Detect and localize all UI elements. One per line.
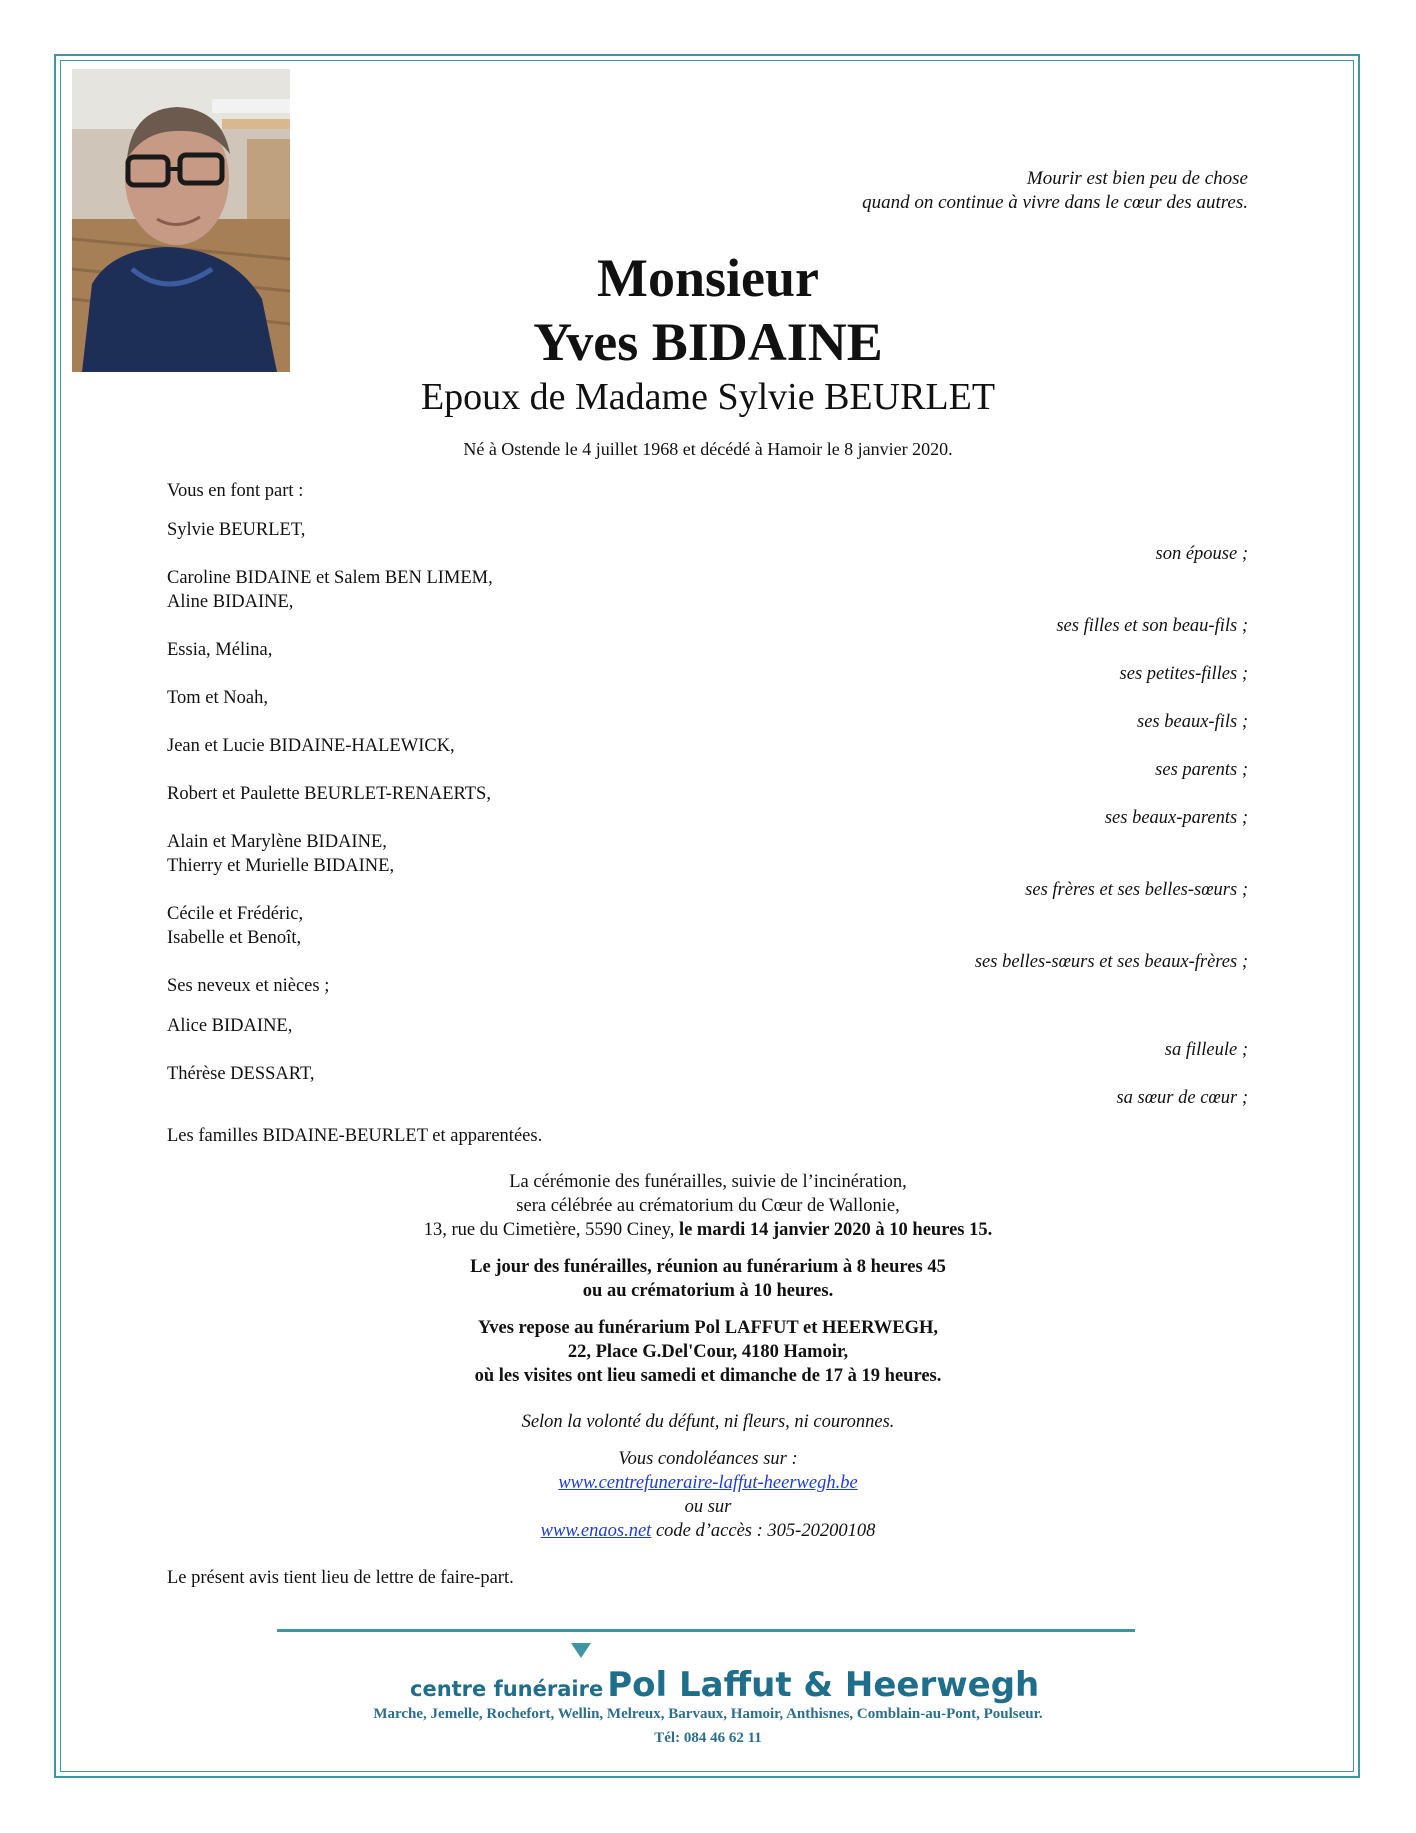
family-relation: sa filleule ; xyxy=(1164,1040,1248,1060)
family-relation: ses beaux-fils ; xyxy=(1137,712,1248,732)
deceased-name: Yves BIDAINE xyxy=(533,312,883,372)
condolences-label: Vous condoléances sur : xyxy=(618,1449,798,1469)
wish-line: Selon la volonté du défunt, ni fleurs, ni couronnes. xyxy=(521,1412,895,1432)
family-name: Ses neveux et nièces ; xyxy=(167,976,330,996)
family-name: Robert et Paulette BEURLET-RENAERTS, xyxy=(167,784,491,804)
repose-line-2: 22, Place G.Del'Cour, 4180 Hamoir, xyxy=(567,1342,849,1362)
families-line: Les familles BIDAINE-BEURLET et apparentées. xyxy=(167,1126,543,1146)
ceremony-address: 13, rue du Cimetière, 5590 Ciney, xyxy=(423,1220,679,1240)
ceremony-line-3 xyxy=(0,1218,1416,1242)
condolences-link-centrefuneraire[interactable]: www.centrefuneraire-laffut-heerwegh.be xyxy=(558,1473,858,1493)
family-name: Thérèse DESSART, xyxy=(167,1064,315,1084)
meeting-line-2: ou au crématorium à 10 heures. xyxy=(582,1281,834,1301)
ceremony-line-1: La cérémonie des funérailles, suivie de l’incinération, xyxy=(509,1172,907,1192)
family-name: Jean et Lucie BIDAINE-HALEWICK, xyxy=(167,736,455,756)
footer-divider xyxy=(277,1629,1135,1632)
repose-line-3: où les visites ont lieu samedi et dimanche de 17 à 19 heures. xyxy=(474,1366,942,1386)
epigraph-line-1: Mourir est bien peu de chose xyxy=(1026,168,1248,189)
deceased-title: Monsieur xyxy=(597,248,819,308)
condolences-enaos-line xyxy=(0,1519,1416,1543)
ceremony-datetime: le mardi 14 janvier 2020 à 10 heures 15. xyxy=(678,1220,993,1240)
family-name: Cécile et Frédéric, xyxy=(167,904,304,924)
birth-death-line: Né à Ostende le 4 juillet 1968 et décédé à Hamoir le 8 janvier 2020. xyxy=(463,439,953,459)
family-relation: ses frères et ses belles-sœurs ; xyxy=(1025,880,1248,900)
condolences-or: ou sur xyxy=(684,1497,732,1517)
family-name: Isabelle et Benoît, xyxy=(167,928,302,948)
family-name: Sylvie BEURLET, xyxy=(167,520,306,540)
footer-brand-name: Pol Laffut & Heerwegh xyxy=(607,1665,1040,1705)
family-name: Aline BIDAINE, xyxy=(167,592,294,612)
closing-line: Le présent avis tient lieu de lettre de faire-part. xyxy=(167,1568,514,1588)
family-name: Alain et Marylène BIDAINE, xyxy=(167,832,387,852)
announcement-intro: Vous en font part : xyxy=(167,481,304,501)
family-relation: ses beaux-parents ; xyxy=(1104,808,1248,828)
family-relation: ses petites-filles ; xyxy=(1119,664,1248,684)
access-code: code d’accès : 305-20200108 xyxy=(651,1521,876,1541)
epigraph-line-2: quand on continue à vivre dans le cœur des autres. xyxy=(862,192,1248,213)
family-relation: sa sœur de cœur ; xyxy=(1116,1088,1248,1108)
family-name: Thierry et Murielle BIDAINE, xyxy=(167,856,395,876)
footer-centre-label: centre funéraire xyxy=(410,1677,604,1701)
family-relation: ses belles-sœurs et ses beaux-frères ; xyxy=(974,952,1248,972)
ceremony-line-2: sera célébrée au crématorium du Cœur de Wallonie, xyxy=(516,1196,900,1216)
condolences-link-line xyxy=(0,1471,1416,1495)
family-relation: ses parents ; xyxy=(1155,760,1248,780)
spouse-line: Epoux de Madame Sylvie BEURLET xyxy=(420,376,996,418)
condolences-link-enaos[interactable]: www.enaos.net xyxy=(540,1521,652,1541)
family-name: Alice BIDAINE, xyxy=(167,1016,293,1036)
footer-phone: Tél: 084 46 62 11 xyxy=(654,1730,762,1746)
meeting-line-1: Le jour des funérailles, réunion au funérarium à 8 heures 45 xyxy=(470,1257,946,1277)
family-relation: son épouse ; xyxy=(1155,544,1248,564)
family-name: Caroline BIDAINE et Salem BEN LIMEM, xyxy=(167,568,493,588)
family-relation: ses filles et son beau-fils ; xyxy=(1056,616,1248,636)
repose-line-1: Yves repose au funérarium Pol LAFFUT et HEERWEGH, xyxy=(477,1318,939,1338)
footer-towns: Marche, Jemelle, Rochefort, Wellin, Melreux, Barvaux, Hamoir, Anthisnes, Comblain-au-Pont, Poulseur. xyxy=(373,1706,1043,1722)
footer-triangle-icon xyxy=(571,1643,591,1658)
family-name: Essia, Mélina, xyxy=(167,640,273,660)
family-name: Tom et Noah, xyxy=(167,688,268,708)
